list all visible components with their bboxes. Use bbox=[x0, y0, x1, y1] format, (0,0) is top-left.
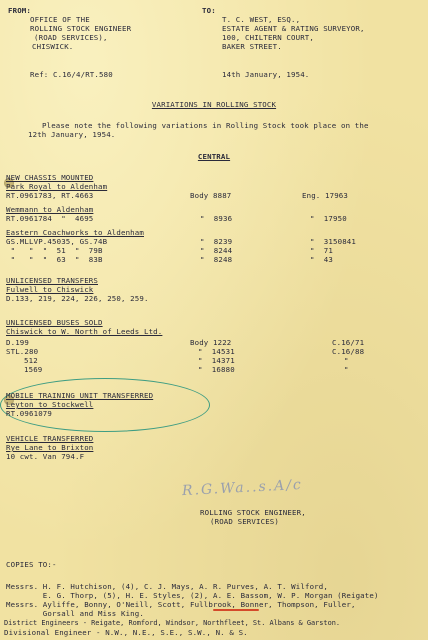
new-chassis-row3-left: GS.MLLVP.45035, GS.74B bbox=[6, 237, 108, 246]
signature-title-line-1: ROLLING STOCK ENGINEER, bbox=[200, 508, 306, 517]
signature-title-line-2: (ROAD SERVICES) bbox=[210, 517, 279, 526]
to-line-4: BAKER STREET. bbox=[222, 42, 282, 51]
new-chassis-sub-3: Eastern Coachworks to Aldenham bbox=[6, 228, 144, 237]
new-chassis-row5-body: " 8248 bbox=[200, 255, 233, 264]
unlicensed-sold-row3-left: 512 bbox=[24, 356, 38, 365]
unlicensed-transfers-heading: UNLICENSED TRANSFERS bbox=[6, 276, 98, 285]
unlicensed-sold-row4-ref: " bbox=[344, 365, 349, 374]
to-label: TO: bbox=[202, 6, 216, 15]
new-chassis-row5-left: " " " 63 " 83B bbox=[6, 255, 103, 264]
from-line-1: OFFICE OF THE bbox=[30, 15, 90, 24]
unlicensed-transfers-sub: Fulwell to Chiswick bbox=[6, 285, 94, 294]
handwritten-underline bbox=[213, 609, 259, 611]
unlicensed-sold-row3-body: " 14371 bbox=[198, 356, 235, 365]
unlicensed-sold-row2-body: " 14531 bbox=[198, 347, 235, 356]
new-chassis-row3-eng: " 3150841 bbox=[310, 237, 356, 246]
document-title: VARIATIONS IN ROLLING STOCK bbox=[151, 100, 277, 109]
new-chassis-row5-eng: " 43 bbox=[310, 255, 333, 264]
central-heading: CENTRAL bbox=[197, 152, 231, 161]
from-line-2: ROLLING STOCK ENGINEER bbox=[30, 24, 132, 33]
copies-line-5: District Engineers - Reigate, Romford, Windsor, Northfleet, St. Albans & Garston. bbox=[4, 619, 341, 627]
unlicensed-sold-row4-left: 1569 bbox=[24, 365, 43, 374]
to-line-1: T. C. WEST, ESQ., bbox=[222, 15, 301, 24]
reference-number: Ref: C.16/4/RT.580 bbox=[30, 70, 113, 79]
unlicensed-sold-sub: Chiswick to W. North of Leeds Ltd. bbox=[6, 327, 163, 336]
from-label: FROM: bbox=[8, 6, 31, 15]
new-chassis-row4-eng: " 71 bbox=[310, 246, 333, 255]
copies-label: COPIES TO:- bbox=[6, 560, 57, 569]
copies-line-3: Messrs. Ayliffe, Bonny, O'Neill, Scott, Fullbrook, Bonner, Thompson, Fuller, bbox=[6, 600, 356, 609]
copies-line-1: Messrs. H. F. Hutchison, (4), C. J. Mays, A. R. Purves, A. T. Wilford, bbox=[6, 582, 328, 591]
from-line-4: CHISWICK. bbox=[32, 42, 74, 51]
new-chassis-row1-body: Body 8887 bbox=[190, 191, 232, 200]
copies-line-6: Divisional Engineer - N.W., N.E., S.E., S.W., N. & S. bbox=[4, 628, 248, 637]
new-chassis-row2-eng: " 17950 bbox=[310, 214, 347, 223]
unlicensed-sold-heading: UNLICENSED BUSES SOLD bbox=[6, 318, 103, 327]
new-chassis-row2-body: " 8936 bbox=[200, 214, 233, 223]
to-line-2: ESTATE AGENT & RATING SURVEYOR, bbox=[222, 24, 365, 33]
unlicensed-sold-row2-ref: C.16/88 bbox=[332, 347, 365, 356]
mobile-training-heading: MOBILE TRAINING UNIT TRANSFERRED bbox=[6, 391, 154, 400]
vehicle-transferred-heading: VEHICLE TRANSFERRED bbox=[6, 434, 94, 443]
mobile-training-item: RT.0961079 bbox=[6, 409, 52, 418]
unlicensed-sold-row2-left: STL.280 bbox=[6, 347, 39, 356]
unlicensed-sold-row3-ref: " bbox=[344, 356, 349, 365]
handwritten-signature: R.G.Wa..s.A/c bbox=[181, 476, 304, 500]
new-chassis-row1-left: RT.0961783, RT.4663 bbox=[6, 191, 94, 200]
copies-line-4: Gorsall and Miss King. bbox=[6, 609, 144, 618]
new-chassis-row3-body: " 8239 bbox=[200, 237, 233, 246]
new-chassis-row2-left: RT.0961784 " 4695 bbox=[6, 214, 94, 223]
document-date: 14th January, 1954. bbox=[222, 70, 310, 79]
new-chassis-heading: NEW CHASSIS MOUNTED bbox=[6, 173, 94, 182]
copies-line-2: E. G. Thorp, (5), H. E. Styles, (2), A. E. Bassom, W. P. Morgan (Reigate) bbox=[6, 591, 379, 600]
from-line-3: (ROAD SERVICES), bbox=[34, 33, 108, 42]
new-chassis-row4-left: " " " 51 " 79B bbox=[6, 246, 103, 255]
unlicensed-transfers-list: D.133, 219, 224, 226, 250, 259. bbox=[6, 294, 149, 303]
intro-line-2: 12th January, 1954. bbox=[28, 130, 116, 139]
vehicle-transferred-item: 10 cwt. Van 794.F bbox=[6, 452, 85, 461]
mobile-training-sub: Leyton to Stockwell bbox=[6, 400, 94, 409]
vehicle-transferred-sub: Rye Lane to Brixton bbox=[6, 443, 94, 452]
intro-line-1: Please note the following variations in Rolling Stock took place on the bbox=[42, 121, 369, 130]
new-chassis-sub-1: Park Royal to Aldenham bbox=[6, 182, 108, 191]
unlicensed-sold-row4-body: " 16880 bbox=[198, 365, 235, 374]
unlicensed-sold-row1-body: Body 1222 bbox=[190, 338, 232, 347]
unlicensed-sold-row1-ref: C.16/71 bbox=[332, 338, 365, 347]
to-line-3: 100, CHILTERN COURT, bbox=[222, 33, 314, 42]
unlicensed-sold-row1-left: D.199 bbox=[6, 338, 29, 347]
new-chassis-row4-body: " 8244 bbox=[200, 246, 233, 255]
new-chassis-row1-eng: Eng. 17963 bbox=[302, 191, 348, 200]
new-chassis-sub-2: Wemmann to Aldenham bbox=[6, 205, 94, 214]
